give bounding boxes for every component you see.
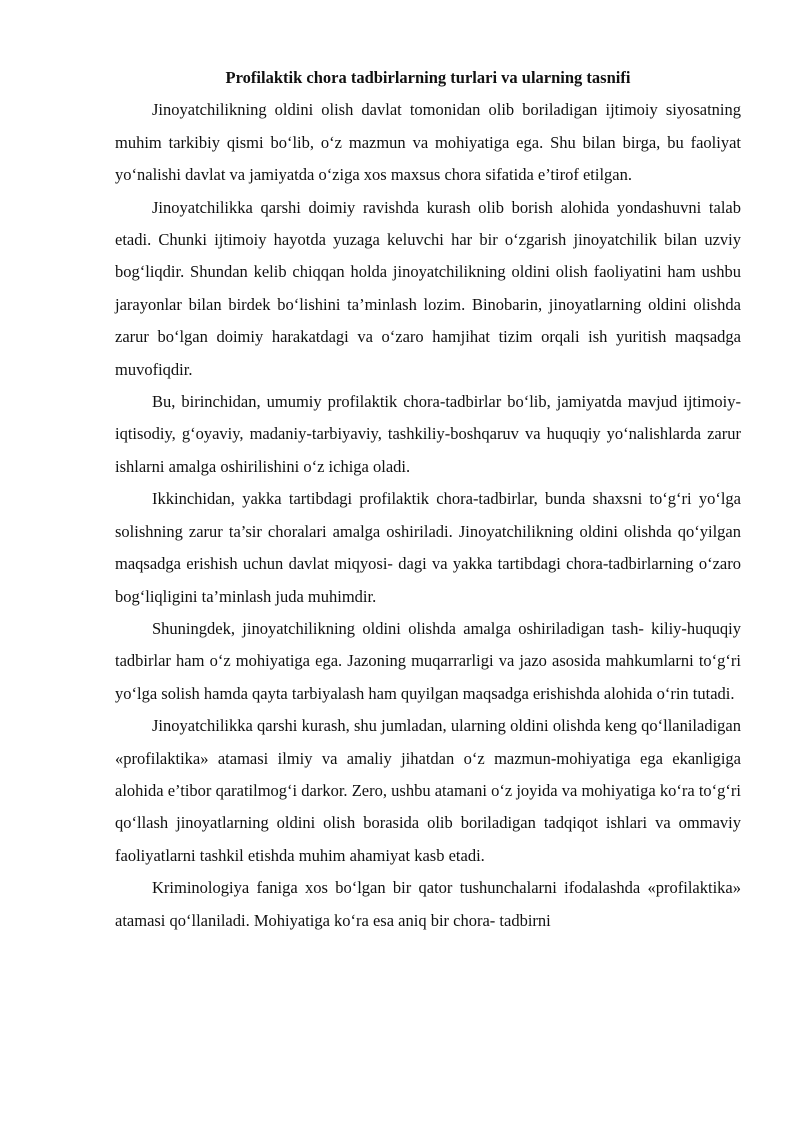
paragraph-4: Ikkinchidan, yakka tartibdagi profilaktik chora-tadbirlar, bunda shaxsni to‘g‘ri yo‘lga solishning zarur ta’sir choralari amalga oshiriladi. Jinoyatchilikning oldini olishda qo‘yilgan maqsadga erishish uchun davlat miqyosi- dagi va yakka tartibdagi chora-tadbirlarning o‘zaro bog‘liqligini ta’minlash juda muhimdir.	[115, 489, 741, 606]
paragraph-7: Kriminologiya faniga xos bo‘lgan bir qator tushunchalarni ifodalashda «profilaktika» atamasi qo‘llaniladi. Mohiyatiga ko‘ra esa aniq bir chora- tadbirni	[115, 878, 741, 930]
document-body	[115, 62, 741, 937]
paragraph-6: Jinoyatchilikka qarshi kurash, shu jumladan, ularning oldini olishda keng qo‘llaniladigan «profilaktika» atamasi ilmiy va amaliy jihatdan o‘z mazmun-mohiyatiga ega ekanligiga alohida e’tibor qaratilmog‘i darkor. Zero, ushbu atamani o‘z joyida va mohiyatiga ko‘ra to‘g‘ri qo‘llash jinoyatlarning oldini olish borasida olib boriladigan tadqiqot ishlari va ommaviy faoliyatlarni tashkil etishda muhim ahamiyat kasb etadi.	[115, 716, 741, 865]
paragraph-5: Shuningdek, jinoyatchilikning oldini olishda amalga oshiriladigan tash- kiliy-huquqiy tadbirlar ham o‘z mohiyatiga ega. Jazoning muqarrarligi va jazo asosida mahkumlarni to‘g‘ri yo‘lga solish hamda qayta tarbiyalash ham quyilgan maqsadga erishishda alohida o‘rin tutadi.	[115, 618, 741, 703]
paragraph-2: Jinoyatchilikka qarshi doimiy ravishda kurash olib borish alohida yondashuvni talab etadi. Chunki ijtimoiy hayotda yuzaga keluvchi har bir o‘zgarish jinoyatchilik bilan uzviy bog‘liqdir. Shundan kelib chiqqan holda jinoyatchilikning oldini olish faoliyatini ham ushbu jarayonlar bilan birdek bo‘lishini ta’minlash lozim. Binobarin, jinoyatlarning oldini olishda zarur bo‘lgan doimiy harakatdagi va o‘zaro hamjihat tizim orqali ish yuritish maqsadga muvofiqdir.	[115, 197, 741, 379]
paragraph-1: Jinoyatchilikning oldini olish davlat tomonidan olib boriladigan ijtimoiy siyosatning muhim tarkibiy qismi bo‘lib, o‘z mazmun va mohiyatiga ega. Shu bilan birga, bu faoliyat yo‘nalishi davlat va jamiyatda o‘ziga xos maxsus chora sifatida e’tirof etilgan.	[115, 100, 741, 185]
document-title: Profilaktik chora tadbirlarning turlari va ularning tasnifi	[225, 68, 631, 87]
paragraph-3: Bu, birinchidan, umumiy profilaktik chora-tadbirlar bo‘lib, jamiyatda mavjud ijtimoiy-iqtisodiy, g‘oyaviy, madaniy-tarbiyaviy, tashkiliy-boshqaruv va huquqiy yo‘nalishlarda zarur ishlarni amalga oshirilishini o‘z ichiga oladi.	[115, 392, 741, 476]
